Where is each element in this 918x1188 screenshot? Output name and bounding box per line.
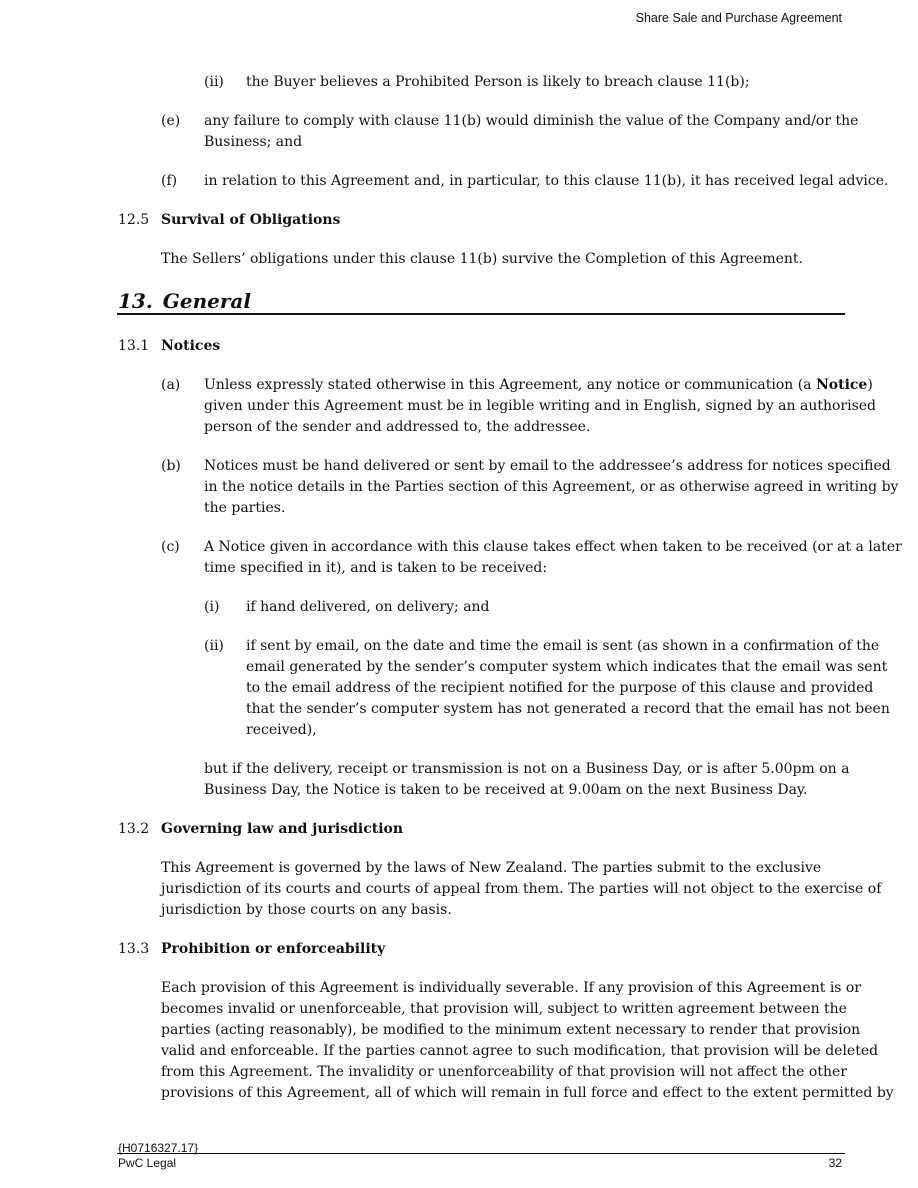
- section-title: General: [162, 289, 251, 313]
- list-item-e-line: any failure to comply with clause 11(b) would diminish the value of the Company and/or the: [204, 113, 859, 129]
- governing-law-line: This Agreement is governed by the laws of New Zealand. The parties submit to the exclusive: [161, 860, 822, 876]
- notices-a-line: given under this Agreement must be in legible writing and in English, signed by an authorised: [204, 398, 877, 414]
- footer-doc-ref: {H0716327.17}: [118, 1141, 199, 1155]
- enforceability-line: parties (acting reasonably), be modified to the minimum extent necessary to render that provision: [161, 1022, 861, 1038]
- enforceability-line: provisions of this Agreement, all of which will remain in full force and effect to the extent permitted by: [161, 1085, 894, 1101]
- notices-a-line: [204, 375, 873, 396]
- notices-a-line: person of the sender and addressed to, the addressee.: [204, 419, 591, 435]
- list-label-c-ii: (ii): [204, 638, 224, 654]
- clause-number-12-5: 12.5: [118, 212, 150, 228]
- list-item-ii-text: the Buyer believes a Prohibited Person is likely to breach clause 11(b);: [246, 74, 750, 90]
- list-label-e: (e): [161, 113, 181, 129]
- notices-c-ii-line: that the sender’s computer system has not generated a record that the email has not been: [246, 701, 890, 717]
- notices-a-text: ): [867, 377, 873, 393]
- notices-c-ii-line: if sent by email, on the date and time the email is sent (as shown in a confirmation of the: [246, 638, 880, 654]
- list-label-ii: (ii): [204, 74, 224, 90]
- notices-b-line: in the notice details in the Parties section of this Agreement, or as otherwise agreed in writing by: [204, 479, 899, 495]
- enforceability-line: from this Agreement. The invalidity or unenforceability of that provision will not affect the other: [161, 1064, 847, 1080]
- list-label-c-i: (i): [204, 599, 220, 615]
- notices-c-ii-line: email generated by the sender’s computer system which indicates that the email was sent: [246, 659, 888, 675]
- list-item-e-line: Business; and: [204, 134, 303, 150]
- section-heading-general: [118, 289, 251, 313]
- governing-law-line: jurisdiction of its courts and courts of appeal from them. The parties will not object to the exercise of: [161, 881, 882, 897]
- list-label-b: (b): [161, 458, 181, 474]
- enforceability-line: valid and enforceable. If the parties cannot agree to such modification, that provision will be deleted: [161, 1043, 879, 1059]
- clause-12-5-text: The Sellers’ obligations under this clause 11(b) survive the Completion of this Agreement.: [161, 251, 803, 267]
- notices-a-text: Unless expressly stated otherwise in this Agreement, any notice or communication (a: [204, 377, 816, 393]
- clause-number-13-3: 13.3: [118, 941, 150, 957]
- notices-c-line: A Notice given in accordance with this clause takes effect when taken to be received (or at a later: [204, 539, 902, 555]
- notices-b-line: Notices must be hand delivered or sent by email to the addressee’s address for notices specified: [204, 458, 891, 474]
- list-label-a: (a): [161, 377, 181, 393]
- enforceability-line: becomes invalid or unenforceable, that provision will, subject to written agreement between the: [161, 1001, 847, 1017]
- running-header: Share Sale and Purchase Agreement: [635, 11, 842, 25]
- notices-c-i-text: if hand delivered, on delivery; and: [246, 599, 490, 615]
- clause-heading-survival: Survival of Obligations: [161, 212, 341, 228]
- list-label-f: (f): [161, 173, 178, 189]
- page-number: 32: [828, 1156, 842, 1170]
- notices-c-line: time specified in it), and is taken to be received:: [204, 560, 548, 576]
- clause-number-13-1: 13.1: [118, 338, 150, 354]
- notices-c-ii-line: to the email address of the recipient notified for the purpose of this clause and provided: [246, 680, 874, 696]
- list-label-c: (c): [161, 539, 180, 555]
- clause-heading-notices: Notices: [161, 338, 221, 354]
- clause-number-13-2: 13.2: [118, 821, 150, 837]
- notices-c-ii-line: received),: [246, 722, 317, 738]
- notices-c-tail-line: Business Day, the Notice is taken to be received at 9.00am on the next Business Day.: [204, 782, 808, 798]
- notices-c-tail-line: but if the delivery, receipt or transmission is not on a Business Day, or is after 5.00pm on a: [204, 761, 850, 777]
- section-number: 13.: [118, 289, 153, 313]
- notices-b-line: the parties.: [204, 500, 286, 516]
- governing-law-line: jurisdiction by those courts on any basis.: [161, 902, 452, 918]
- clause-heading-governing-law: Governing law and jurisdiction: [161, 821, 404, 837]
- section-divider: [117, 313, 845, 315]
- list-item-f-text: in relation to this Agreement and, in particular, to this clause 11(b), it has received legal advice.: [204, 173, 889, 189]
- footer-firm: PwC Legal: [118, 1156, 177, 1170]
- enforceability-line: Each provision of this Agreement is individually severable. If any provision of this Agreement is or: [161, 980, 862, 996]
- defined-term-notice: Notice: [815, 377, 868, 393]
- clause-heading-enforceability: Prohibition or enforceability: [161, 941, 386, 957]
- footer-divider: [117, 1153, 845, 1154]
